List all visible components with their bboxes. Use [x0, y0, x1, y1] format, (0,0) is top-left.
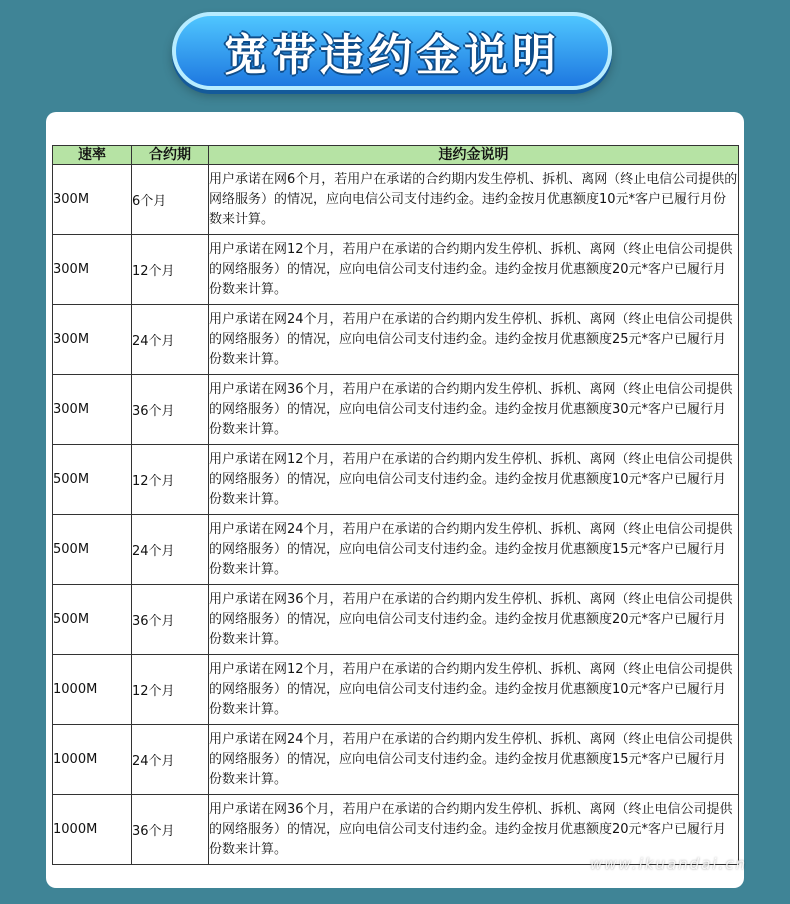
table-row — [53, 165, 739, 235]
table-row — [53, 725, 739, 795]
term-cell: 24个月 — [132, 725, 209, 795]
rate-cell: 1000M — [53, 725, 132, 795]
description-cell: 用户承诺在网6个月，若用户在承诺的合约期内发生停机、拆机、离网（终止电信公司提供的网络服务）的情况，应向电信公司支付违约金。违约金按月优惠额度10元*客户已履行月份数来计算。 — [209, 165, 739, 235]
term-cell: 24个月 — [132, 515, 209, 585]
rate-cell: 300M — [53, 375, 132, 445]
description-cell: 用户承诺在网24个月，若用户在承诺的合约期内发生停机、拆机、离网（终止电信公司提供的网络服务）的情况，应向电信公司支付违约金。违约金按月优惠额度15元*客户已履行月份数来计算。 — [209, 725, 739, 795]
title-banner — [172, 12, 612, 90]
table-row — [53, 795, 739, 865]
description-cell: 用户承诺在网36个月，若用户在承诺的合约期内发生停机、拆机、离网（终止电信公司提供的网络服务）的情况，应向电信公司支付违约金。违约金按月优惠额度20元*客户已履行月份数来计算。 — [209, 795, 739, 865]
table-row — [53, 655, 739, 725]
term-cell: 6个月 — [132, 165, 209, 235]
rate-cell: 500M — [53, 515, 132, 585]
rate-cell: 500M — [53, 445, 132, 515]
description-cell: 用户承诺在网24个月，若用户在承诺的合约期内发生停机、拆机、离网（终止电信公司提供的网络服务）的情况，应向电信公司支付违约金。违约金按月优惠额度25元*客户已履行月份数来计算。 — [209, 305, 739, 375]
table-header-row — [53, 146, 739, 165]
header-term: 合约期 — [132, 146, 209, 165]
page-title: 宽带违约金说明 — [224, 30, 560, 81]
description-cell: 用户承诺在网12个月，若用户在承诺的合约期内发生停机、拆机、离网（终止电信公司提供的网络服务）的情况，应向电信公司支付违约金。违约金按月优惠额度10元*客户已履行月份数来计算。 — [209, 655, 739, 725]
term-cell: 12个月 — [132, 655, 209, 725]
description-cell: 用户承诺在网12个月，若用户在承诺的合约期内发生停机、拆机、离网（终止电信公司提供的网络服务）的情况，应向电信公司支付违约金。违约金按月优惠额度10元*客户已履行月份数来计算。 — [209, 445, 739, 515]
rate-cell: 300M — [53, 305, 132, 375]
description-cell: 用户承诺在网24个月，若用户在承诺的合约期内发生停机、拆机、离网（终止电信公司提供的网络服务）的情况，应向电信公司支付违约金。违约金按月优惠额度15元*客户已履行月份数来计算。 — [209, 515, 739, 585]
table-row — [53, 235, 739, 305]
description-cell: 用户承诺在网36个月，若用户在承诺的合约期内发生停机、拆机、离网（终止电信公司提供的网络服务）的情况，应向电信公司支付违约金。违约金按月优惠额度20元*客户已履行月份数来计算。 — [209, 585, 739, 655]
watermark-text: www.ikuandai.cn — [590, 855, 748, 873]
penalty-table — [52, 145, 739, 865]
table-row — [53, 515, 739, 585]
term-cell: 36个月 — [132, 375, 209, 445]
rate-cell: 300M — [53, 165, 132, 235]
term-cell: 24个月 — [132, 305, 209, 375]
rate-cell: 1000M — [53, 655, 132, 725]
table-row — [53, 305, 739, 375]
rate-cell: 500M — [53, 585, 132, 655]
description-cell: 用户承诺在网12个月，若用户在承诺的合约期内发生停机、拆机、离网（终止电信公司提供的网络服务）的情况，应向电信公司支付违约金。违约金按月优惠额度20元*客户已履行月份数来计算。 — [209, 235, 739, 305]
rate-cell: 300M — [53, 235, 132, 305]
header-description: 违约金说明 — [209, 146, 739, 165]
description-cell: 用户承诺在网36个月，若用户在承诺的合约期内发生停机、拆机、离网（终止电信公司提供的网络服务）的情况，应向电信公司支付违约金。违约金按月优惠额度30元*客户已履行月份数来计算。 — [209, 375, 739, 445]
table-row — [53, 585, 739, 655]
term-cell: 12个月 — [132, 235, 209, 305]
header-rate: 速率 — [53, 146, 132, 165]
rate-cell: 1000M — [53, 795, 132, 865]
term-cell: 36个月 — [132, 585, 209, 655]
table-row — [53, 375, 739, 445]
term-cell: 36个月 — [132, 795, 209, 865]
term-cell: 12个月 — [132, 445, 209, 515]
table-row — [53, 445, 739, 515]
